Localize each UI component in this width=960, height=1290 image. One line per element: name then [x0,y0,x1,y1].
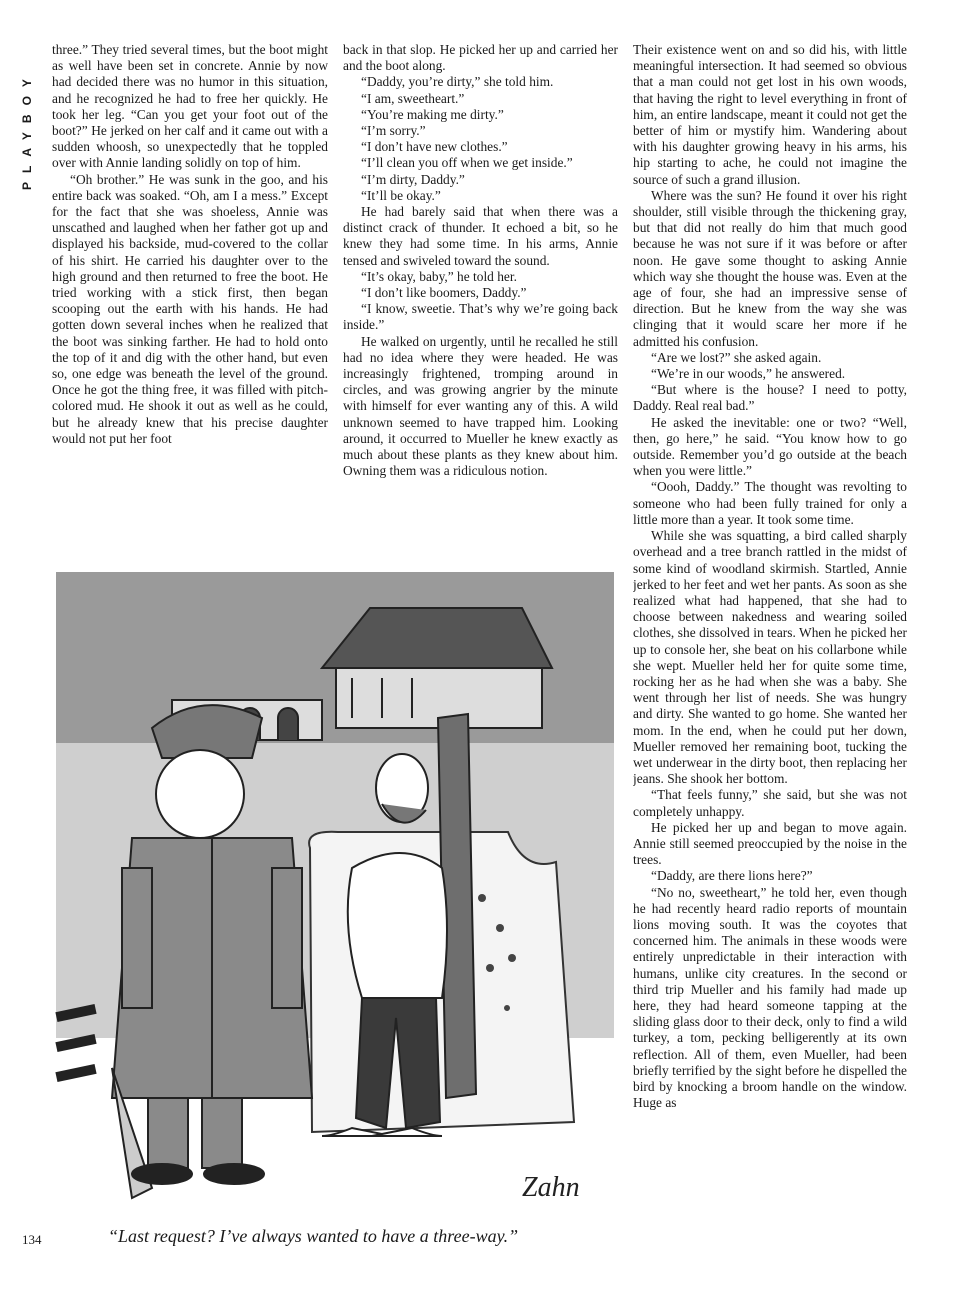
paragraph: back in that slop. He picked her up and carried her and the boot along. [343,42,618,74]
magazine-name: PLAYBOY [20,70,34,190]
paragraph: “It’s okay, baby,” he told her. [361,268,517,284]
paragraph: “Daddy, are there lions here?” [651,868,813,884]
running-head [14,42,38,192]
paragraph: “I don’t have new clothes.” [361,139,508,155]
paragraph: Their existence went on and so did his, with little meaningful intersection. It had seemed so obvious that a man could not get lost in his own woods, that having the right to level everything in front of him, an entire landscape, meant it could not get the better of him or mystify him. Wandering about with his daughter growing heavy in his arms, his hip starting to ache, he could not imagine the source of such a grand illusion. [633,42,907,187]
paragraph: “It’ll be okay.” [361,187,441,203]
cartoon-illustration [52,568,618,1210]
paragraph: While she was squatting, a bird called sharply overhead and a tree branch rattled in the midst of some kind of woodland skirmish. Startled, Annie jerked to her feet and wet her pants. As soon as she realized what had happened, that she had to choose between nakedness and wearing soiled clothes, she dissolved in tears. When he picked her up to console her, she beat on his collarbone while she wept. Mueller held her for quite some time, rocking her as he had when she was a baby. She went through her list of needs. She was hungry and dirty. She wanted to go home. She wanted her mom. In the end, when he could put her down, Mueller removed her remaining boot, tucking the wet underwear in the dirty boot, then replacing her jeans. She shook her bottom. [633,528,907,787]
paragraph: He asked the inevitable: one or two? “Well, then, go here,” he said. “You know how to go outside. Remember you’d go outside at the beach when you were little.” [633,414,907,479]
paragraph: “Oh brother.” He was sunk in the goo, and his entire back was soaked. “Oh, am I a mess.” Except for the fact that she was shoeless, Annie was unscathed and laughed when her father got up and displayed his backside, mud-covered to the collar of his shirt. He carried his daughter over to the high ground and then returned to free the boot. He tried working with a stick first, then began scooping out the earth with his hands. He had gotten down several inches when he realized that the boot was sinking farther. He had to hold onto the top of it and dig with the other hand, but even so, one edge was beneath the level of the ground. Once he got the thing free, it was filled with pitch-colored mud. He shook it out as well as he could, but he already knew that his precise daughter would not put her foot [52,171,328,446]
page-number: 134 [22,1232,42,1247]
paragraph: three.” They tried several times, but the boot might as well have been set in concrete. Annie by now had decided there was no humor in this situation, and he recognized he had to free her quickly. He took her leg. “Can you get your foot out of the boot?” He jerked on her calf and it came out with a sudden whoosh, so unexpectedly that he toppled over with Annie landing solidly on top of him. [52,42,328,171]
artist-signature: Zahn [522,1172,580,1203]
paragraph: “Daddy, you’re dirty,” she told him. [361,74,554,90]
paragraph: “I am, sweetheart.” [361,90,465,106]
paragraph: “I’m dirty, Daddy.” [361,171,465,187]
text-column-2 [343,42,618,532]
cartoon-caption: “Last request? I’ve always wanted to have a three-way.” [108,1226,519,1246]
paragraph: “But where is the house? I need to potty, Daddy. Real real bad.” [633,382,907,414]
paragraph: “I don’t like boomers, Daddy.” [361,285,527,301]
paragraph: “Are we lost?” she asked again. [651,349,822,365]
paragraph: “You’re making me dirty.” [361,106,504,122]
paragraph: He walked on urgently, until he recalled he still had no idea where they were headed. He was increasingly frightened, tromping around in circles, and was growing angrier by the minute with himself for ever wanting any of this. A wild unknown seemed to have trapped him. Looking around, it occurred to Mueller he knew exactly as much about these plants as they knew about him. Owning them was a ridiculous notion. [343,333,618,479]
paragraph: “No no, sweetheart,” he told her, even though he had recently heard radio reports of mountain lions moving south. It was the coyotes that concerned him. The animals in these woods were entirely unpredictable in their interaction with humans, unlike city creatures. In the second or third trip Mueller and his family had made up here, they had heard someone tapping at the sliding glass door to their deck, only to find a wild turkey, a tom, pecking belligerently at its own reflection. All of them, even Mueller, had been briefly terrified by the sight before he dispelled the bird by knocking a broom handle on the window. Huge as [633,884,907,1111]
paragraph: He had barely said that when there was a distinct crack of thunder. It echoed a bit, so he knew they had some time. In his arms, Annie tensed and swiveled toward the sound. [343,204,618,268]
paragraph: “That feels funny,” she said, but she was not completely unhappy. [633,787,907,819]
paragraph: Where was the sun? He found it over his right shoulder, still visible through the thickening gray, but that did not really do him that much good because he was not sure if it was before or after noon. He gave some thought to asking Annie which way she thought the house was. Even at the age of four, she had an impressive sense of direction. But he knew from the way she was clinging that it would scare her more if he admitted his confusion. [633,187,907,349]
text-column-3 [633,42,907,1257]
paragraph: “I’ll clean you off when we get inside.” [361,155,573,171]
paragraph: He picked her up and began to move again. Annie still seemed preoccupied by the noise in the trees. [633,819,907,868]
paragraph: “We’re in our woods,” he answered. [651,366,846,382]
text-column-1 [52,42,328,532]
paragraph: “Oooh, Daddy.” The thought was revolting to someone who had been fully trained for only a little more than a year. It took some time. [633,479,907,527]
paragraph: “I’m sorry.” [361,123,426,139]
paragraph: “I know, sweetie. That’s why we’re going back inside.” [343,301,618,333]
